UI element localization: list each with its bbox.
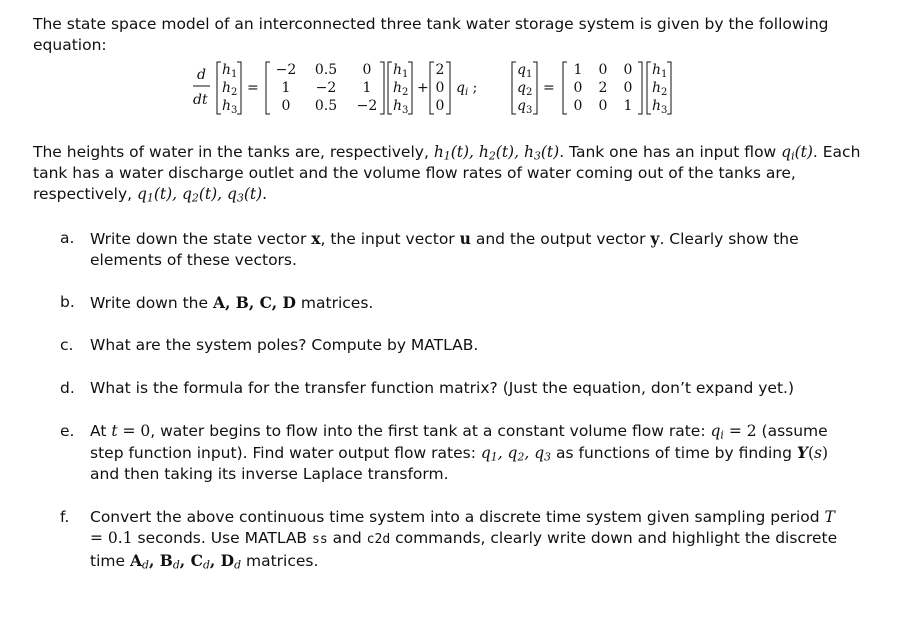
output-vector-symbol: y: [650, 229, 660, 248]
C-cell-1-1: 1: [573, 62, 583, 78]
question-b-label: b.: [60, 293, 75, 311]
heights-text-2: . Tank one has an input flow: [559, 143, 782, 161]
t-zero-math: t: [111, 422, 118, 440]
question-e-text-2: , water begins to flow into the first tank at a constant volume flow rate:: [150, 422, 711, 440]
input-qi: $q_i$ ;: [456, 80, 478, 98]
C-matrix-bracket-left: [563, 62, 567, 114]
question-b-text-1: Write down the: [90, 294, 213, 312]
state-vector-3-bracket-right: [667, 62, 671, 114]
matlab-c2d-command: c2d: [366, 532, 391, 547]
A-matrix-bracket-left: [266, 62, 270, 114]
A-cell-1-3: 0: [362, 62, 372, 78]
A-cell-1-2: 0.5: [314, 62, 338, 78]
question-f: f. Convert the above continuous time system into a discrete time system given sampling period T = 0.1 seconds. Use MATLAB ss and c2d commands, clearly write down and highlight the discrete time $A_d$, $B_d$, $C_d$, $D_d$ matrices.: [60, 508, 838, 572]
state-h3: $h_3$: [222, 98, 238, 116]
state3-h2: $h_2$: [652, 80, 668, 98]
equals-sign-1: =: [247, 80, 259, 96]
q123-math: $q_1$, $q_2$, $q_3$: [480, 444, 552, 464]
discrete-matrices-symbols: $A_d$, $B_d$, $C_d$, $D_d$: [129, 551, 242, 572]
question-f-text-2: seconds. Use MATLAB: [132, 529, 312, 547]
output-vector-bracket-right: [533, 62, 537, 114]
A-cell-2-1: 1: [281, 80, 291, 96]
question-e-text-3: (assume step function input). Find water output flow rates:: [90, 422, 828, 462]
B-cell-1: 2: [435, 62, 445, 78]
A-cell-3-3: −2: [356, 98, 378, 114]
matlab-ss-command: ss: [312, 532, 328, 547]
Ys-math: Y: [796, 443, 808, 462]
qi-equals-math: $q_i$: [710, 422, 724, 442]
question-e-text-1: At: [90, 422, 112, 440]
question-b: [60, 292, 850, 314]
state2-h2: $h_2$: [393, 80, 409, 98]
state-space-equation: [0, 0, 898, 140]
output-q2: $q_2$: [517, 80, 533, 98]
C-cell-1-2: 0: [598, 62, 608, 78]
C-cell-1-3: 0: [623, 62, 633, 78]
B-cell-2: 0: [435, 80, 445, 96]
question-a: [60, 228, 850, 271]
question-c-text-1: What are the system poles? Compute by MATLAB.: [90, 336, 479, 354]
abcd-matrices-symbols: A, B, C, D: [212, 293, 296, 312]
question-e: e. At t = 0, water begins to flow into the first tank at a constant volume flow rate: $q_i = 2$ (assume step function input). Find water output flow rates: $q_1$, $q_2$, $q_3$ as functions of time by finding Y(s) and then taking its inverse Laplace transform.: [60, 422, 829, 483]
question-f-label: f.: [60, 508, 70, 526]
question-d-text-1: What is the formula for the transfer function matrix? (Just the equation, don’t expand yet.): [90, 379, 795, 397]
state-vector-2-bracket-right: [408, 62, 412, 114]
intro-paragraph: The state space model of an interconnected three tank water storage system is given by the following equation:: [33, 15, 829, 54]
output-q3: $q_3$: [517, 98, 533, 116]
question-b-text-2: matrices.: [295, 294, 374, 312]
input-flow-math: $q_i(t)$: [781, 143, 813, 163]
B-vector-bracket-right: [446, 62, 450, 114]
question-e-text-5: and then taking its inverse Laplace transform.: [90, 465, 449, 483]
question-e-text-4: as functions of time by finding: [551, 444, 797, 462]
state-vector-3-bracket-left: [647, 62, 651, 114]
output-flows-math: $q_1(t)$, $q_2(t)$, $q_3(t)$: [136, 185, 263, 205]
C-matrix-bracket-right: [638, 62, 642, 114]
A-cell-3-1: 0: [281, 98, 291, 114]
C-cell-3-1: 0: [573, 98, 583, 114]
A-cell-1-1: −2: [275, 62, 297, 78]
question-a-label: a.: [60, 229, 75, 247]
question-c-label: c.: [60, 336, 74, 354]
output-vector-bracket-left: [512, 62, 516, 114]
state3-h3: $h_3$: [652, 98, 668, 116]
output-q1: $q_1$: [517, 62, 533, 80]
state2-h1: $h_1$: [393, 62, 409, 80]
question-f-text-1: Convert the above continuous time system into a discrete time system given sampling period: [90, 508, 825, 526]
state-vector-bracket-left: [217, 62, 221, 114]
plus-sign: +: [417, 80, 429, 96]
A-cell-2-2: −2: [315, 80, 337, 96]
state3-h1: $h_1$: [652, 62, 668, 80]
A-cell-2-3: 1: [362, 80, 372, 96]
input-vector-symbol: u: [459, 229, 471, 248]
question-d-label: d.: [60, 379, 75, 397]
state-vector-2-bracket-left: [388, 62, 392, 114]
T-period-math: T: [824, 508, 835, 526]
C-cell-2-2: 2: [598, 80, 608, 96]
equals-sign-2: =: [543, 80, 555, 96]
A-matrix-bracket-right: [380, 62, 384, 114]
state-h2: $h_2$: [222, 80, 238, 98]
C-cell-3-2: 0: [598, 98, 608, 114]
heights-functions-math: $h_1(t)$, $h_2(t)$, $h_3(t)$: [433, 143, 560, 163]
heights-text-1: The heights of water in the tanks are, respectively,: [33, 143, 434, 161]
heights-paragraph: The heights of water in the tanks are, respectively, $h_1(t)$, $h_2(t)$, $h_3(t)$. Tank one has an input flow $q_i(t)$. Each tank has a water discharge outlet and the volume flow rates of water coming out of the tanks are, respectively, $q_1(t)$, $q_2(t)$, $q_3(t)$.: [33, 143, 861, 205]
A-cell-3-2: 0.5: [314, 98, 338, 114]
C-cell-2-1: 0: [573, 80, 583, 96]
question-a-text-3: and the output vector: [470, 230, 651, 248]
question-a-text-2: , the input vector: [320, 230, 460, 248]
question-a-text-4: . Clearly show the elements of these vectors.: [90, 230, 799, 269]
C-cell-2-3: 0: [623, 80, 633, 96]
question-d: [60, 378, 850, 399]
C-cell-3-3: 1: [623, 98, 633, 114]
state-vector-symbol: x: [311, 229, 321, 248]
question-f-text-5: matrices.: [241, 552, 319, 570]
B-cell-3: 0: [435, 98, 445, 114]
question-f-text-3: and: [327, 529, 367, 547]
question-e-label: e.: [60, 422, 75, 440]
deriv-dt: dt: [193, 92, 208, 108]
question-f-text-4: commands, clearly write down and highlight the discrete time: [90, 529, 838, 570]
deriv-d: d: [197, 67, 206, 83]
B-vector-bracket-left: [430, 62, 434, 114]
state-vector-bracket-right: [237, 62, 241, 114]
question-c: [60, 335, 850, 356]
state2-h3: $h_3$: [393, 98, 409, 116]
state-h1: $h_1$: [222, 62, 238, 80]
question-a-text-1: Write down the state vector: [90, 230, 312, 248]
heights-text-3: . Each tank has a water discharge outlet and the volume flow rates of water coming out of the tanks are, respectively,: [33, 143, 861, 203]
